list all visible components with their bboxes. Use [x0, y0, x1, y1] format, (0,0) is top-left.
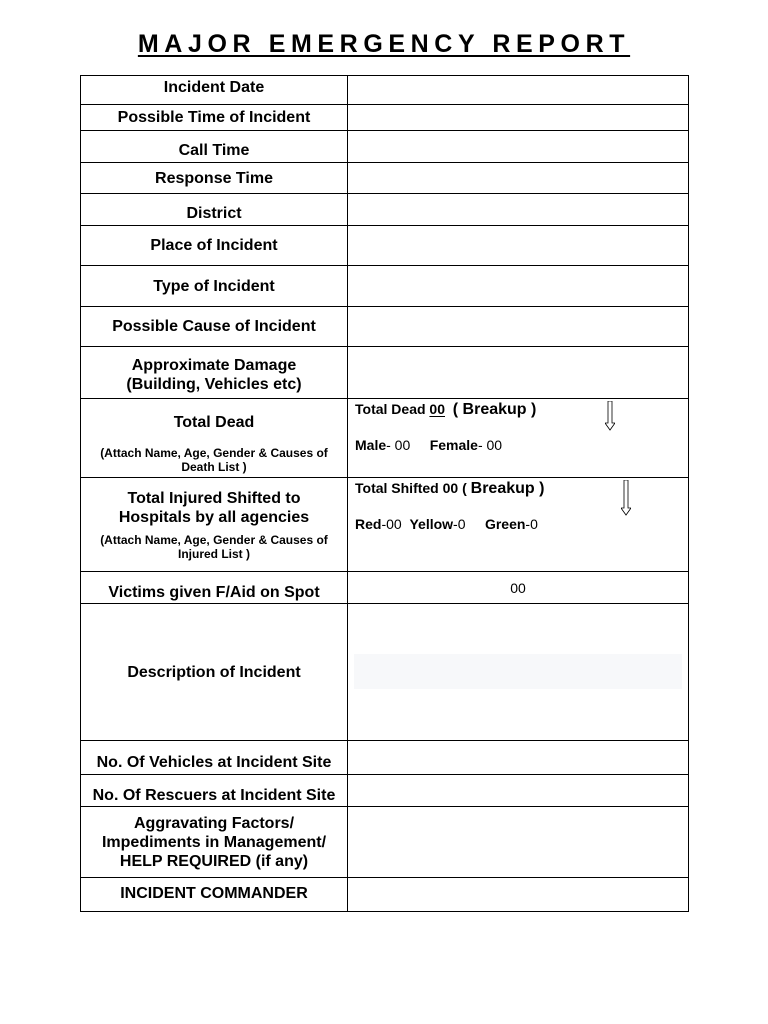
label-injured-line1: Total Injured Shifted to [127, 490, 301, 507]
description-textbox[interactable] [354, 654, 682, 689]
down-arrow-icon [621, 480, 631, 516]
label-damage-line1: Approximate Damage [131, 356, 297, 374]
female-label: Female [429, 437, 478, 453]
label-place: Place of Incident [81, 226, 348, 266]
red-label: Red [355, 516, 382, 532]
row-place [81, 226, 689, 266]
label-vehicles: No. Of Vehicles at Incident Site [81, 741, 348, 775]
label-aggravating [81, 807, 348, 878]
dead-value: 00 [429, 401, 445, 417]
row-damage [81, 347, 689, 399]
label-commander: INCIDENT COMMANDER [81, 878, 348, 912]
row-description [81, 604, 689, 741]
row-vehicles [81, 741, 689, 775]
label-possible-time: Possible Time of Incident [81, 105, 348, 131]
green-label: Green [484, 516, 526, 532]
field-damage[interactable] [348, 347, 689, 399]
shifted-label: Total Shifted 00 ( [355, 480, 467, 496]
male-value: - 00 [386, 437, 411, 453]
row-cause [81, 307, 689, 347]
field-aggravating[interactable] [348, 807, 689, 878]
row-rescuers [81, 775, 689, 807]
label-rescuers: No. Of Rescuers at Incident Site [81, 775, 348, 807]
row-commander [81, 878, 689, 912]
row-aggravating [81, 807, 689, 878]
row-total-injured [81, 478, 689, 572]
yellow-label: Yellow [409, 516, 454, 532]
row-possible-time [81, 105, 689, 131]
label-response-time: Response Time [81, 163, 348, 194]
field-possible-time[interactable] [348, 105, 689, 131]
male-label: Male [355, 437, 387, 453]
label-first-aid: Victims given F/Aid on Spot [81, 572, 348, 604]
yellow-value: -0 [453, 516, 466, 532]
injured-attach-note: (Attach Name, Age, Gender & Causes of Injured List ) [100, 533, 328, 561]
row-incident-date [81, 76, 689, 105]
row-type [81, 266, 689, 307]
row-first-aid [81, 572, 689, 604]
label-damage [81, 347, 348, 399]
page-title: MAJOR EMERGENCY REPORT [137, 30, 631, 58]
field-total-dead[interactable] [348, 399, 689, 478]
row-call-time [81, 131, 689, 163]
dead-label: Total Dead [355, 401, 426, 417]
down-arrow-icon [605, 401, 615, 431]
triage-line [355, 516, 538, 532]
field-response-time[interactable] [348, 163, 689, 194]
field-type[interactable] [348, 266, 689, 307]
field-vehicles[interactable] [348, 741, 689, 775]
dead-breakup-line [355, 401, 536, 419]
row-response-time [81, 163, 689, 194]
green-value: -0 [525, 516, 538, 532]
label-injured-line2: Hospitals by all agencies [118, 509, 310, 526]
label-aggr-line2: Impediments in Management/ [101, 833, 327, 851]
row-district [81, 194, 689, 226]
label-incident-date: Incident Date [81, 76, 348, 105]
field-call-time[interactable] [348, 131, 689, 163]
field-incident-date[interactable] [348, 76, 689, 105]
field-first-aid[interactable]: 00 [348, 572, 689, 604]
red-value: -00 [381, 516, 402, 532]
label-aggr-line1: Aggravating Factors/ [133, 814, 295, 832]
dead-gender-line [355, 437, 502, 453]
label-damage-line2: (Building, Vehicles etc) [126, 375, 302, 393]
dead-attach-note: (Attach Name, Age, Gender & Causes of Death List ) [100, 446, 328, 474]
shifted-breakup-label: Breakup ) [470, 480, 545, 497]
label-description: Description of Incident [81, 604, 348, 741]
label-total-dead-text: Total Dead [173, 414, 255, 431]
shifted-breakup-line [355, 480, 544, 498]
label-district: District [81, 194, 348, 226]
label-type: Type of Incident [81, 266, 348, 307]
field-total-injured[interactable] [348, 478, 689, 572]
field-place[interactable] [348, 226, 689, 266]
label-total-dead [81, 399, 348, 478]
label-total-injured [81, 478, 348, 572]
label-call-time: Call Time [81, 131, 348, 163]
field-commander[interactable] [348, 878, 689, 912]
label-aggr-line3: HELP REQUIRED (if any) [119, 852, 309, 870]
field-district[interactable] [348, 194, 689, 226]
field-cause[interactable] [348, 307, 689, 347]
label-cause: Possible Cause of Incident [81, 307, 348, 347]
report-table [80, 75, 689, 912]
female-value: - 00 [477, 437, 503, 453]
field-rescuers[interactable] [348, 775, 689, 807]
dead-breakup-label: ( Breakup ) [452, 401, 537, 418]
field-description[interactable] [348, 604, 689, 741]
row-total-dead [81, 399, 689, 478]
